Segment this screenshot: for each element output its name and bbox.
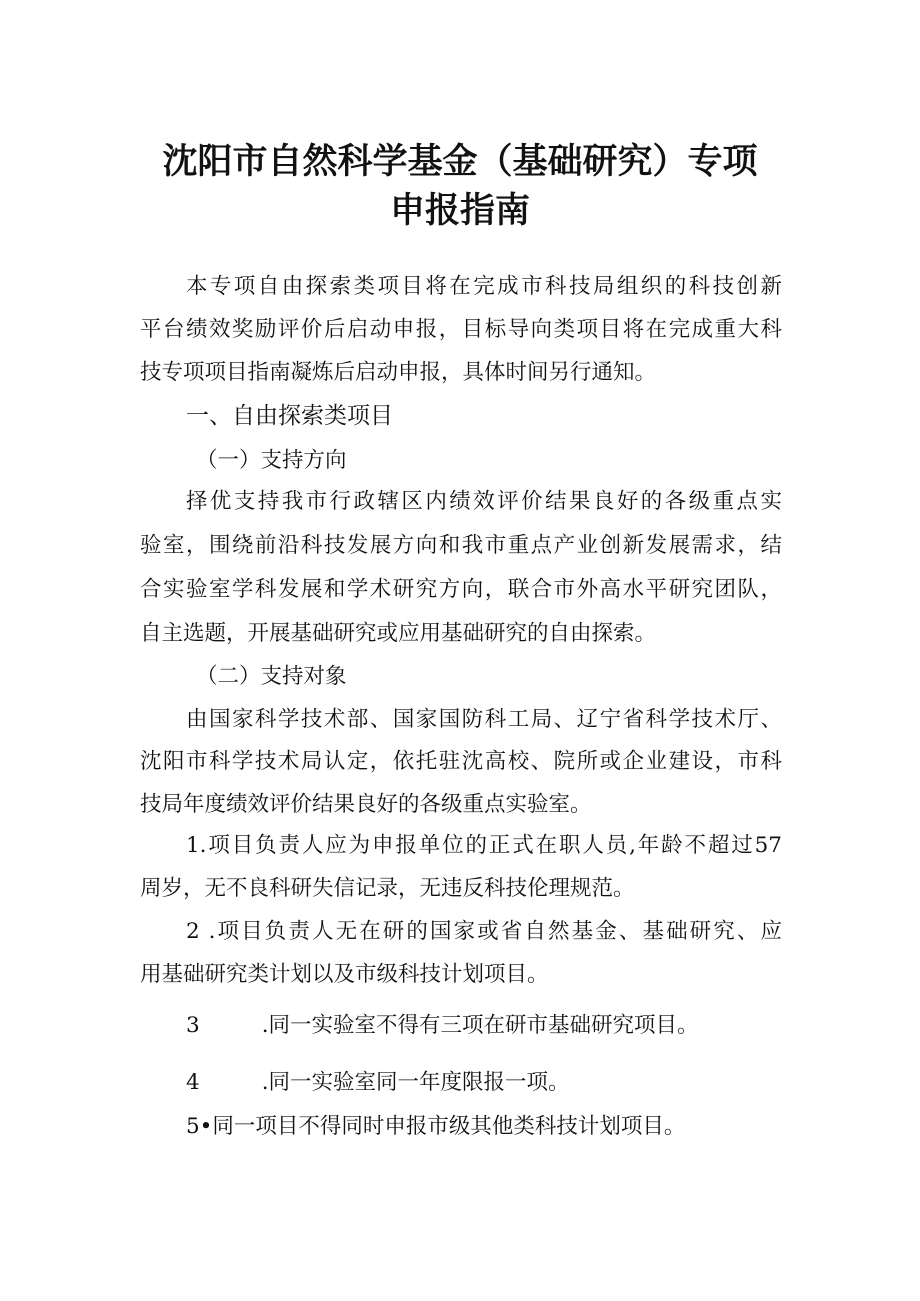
- list-item-1-line-2: 周岁，无不良科研失信记录，无违反科技伦理规范。: [140, 876, 635, 901]
- sub1-line-1: 择优支持我市行政辖区内绩效评价结果良好的各级重点实: [186, 489, 782, 514]
- document-title-line1: 沈阳市自然科学基金（基础研究）专项: [162, 142, 758, 182]
- sub1-line-3: 合实验室学科发展和学术研究方向，联合市外高水平研究团队，: [140, 577, 782, 602]
- sub1-line-2: 验室，围绕前沿科技发展方向和我市重点产业创新发展需求，结: [140, 533, 782, 558]
- list-item-4-text: .同一实验室同一年度限报一项。: [261, 1070, 570, 1095]
- section1-heading: 一、自由探索类项目: [186, 403, 393, 429]
- intro-line-1: 本专项自由探索类项目将在完成市科技局组织的科技创新: [186, 274, 782, 299]
- sub2-line-3: 技局年度绩效评价结果良好的各级重点实验室。: [140, 792, 592, 817]
- sub2-line-1: 由国家科学技术部、国家国防科工局、辽宁省科学技术厅、: [186, 707, 782, 732]
- intro-line-2: 平台绩效奖励评价后启动申报，目标导向类项目将在完成重大科: [140, 317, 782, 342]
- list-item-2-line-1: 2 .项目负责人无在研的国家或省自然基金、基础研究、应: [186, 919, 782, 944]
- list-item-4-number: 4: [186, 1070, 200, 1095]
- list-item-1-line-1: 1.项目负责人应为申报单位的正式在职人员,年龄不超过57: [186, 833, 782, 858]
- sub2-heading: （二）支持对象: [196, 664, 347, 689]
- sub2-line-2: 沈阳市科学技术局认定，依托驻沈高校、院所或企业建设，市科: [140, 749, 782, 774]
- list-item-3-number: 3: [186, 1013, 200, 1038]
- list-item-3: [186, 1011, 699, 1041]
- sub1-heading: （一）支持方向: [196, 448, 347, 473]
- sub1-line-4: 自主选题，开展基础研究或应用基础研究的自由探索。: [140, 621, 657, 646]
- document-title-line2: 申报指南: [389, 191, 530, 231]
- list-item-4: [186, 1068, 570, 1098]
- list-item-5: 5•同一项目不得同时申报市级其他类科技计划项目。: [186, 1114, 686, 1139]
- list-item-3-text: .同一实验室不得有三项在研市基础研究项目。: [261, 1013, 699, 1038]
- intro-line-3: 技专项项目指南凝炼后启动申报，具体时间另行通知。: [140, 360, 657, 385]
- list-item-2-line-2: 用基础研究类计划以及市级科技计划项目。: [140, 962, 549, 987]
